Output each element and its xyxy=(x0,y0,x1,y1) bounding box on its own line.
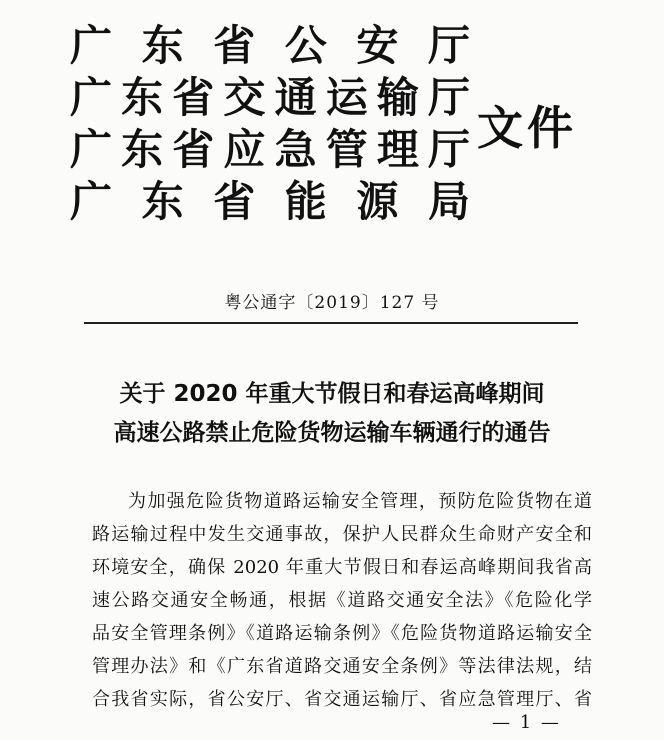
issuer-public-security: 广东省公安厅 xyxy=(70,21,470,70)
page-number: — 1 — xyxy=(492,712,561,733)
issuing-agencies xyxy=(70,20,470,228)
header-divider xyxy=(84,322,578,324)
issuer-emergency-management: 广东省应急管理厅 xyxy=(70,125,470,174)
body-line: 为加强危险货物道路运输安全管理，预防危险货物在道 xyxy=(128,491,592,512)
document-number: 粤公通字〔2019〕127 号 xyxy=(224,293,440,313)
body-line: 路运输过程中发生交通事故，保护人民群众生命财产安全和 xyxy=(92,524,592,545)
body-line: 环境安全，确保 2020 年重大节假日和春运高峰期间我省高 xyxy=(92,557,592,578)
issuer-transport: 广东省交通运输厅 xyxy=(70,73,470,122)
body-line: 品安全管理条例》《道路运输条例》《危险货物道路运输安全 xyxy=(92,623,592,644)
notice-title-line-1: 关于 2020 年重大节假日和春运高峰期间 xyxy=(119,381,545,407)
body-line: 合我省实际，省公安厅、省交通运输厅、省应急管理厅、省 xyxy=(92,689,592,710)
body-line: 管理办法》和《广东省道路交通安全条例》等法律法规，结 xyxy=(92,656,592,677)
body-line: 速公路交通安全畅通，根据《道路交通安全法》《危险化学 xyxy=(92,590,592,611)
notice-title-line-2: 高速公路禁止危险货物运输车辆通行的通告 xyxy=(113,420,551,446)
issuer-energy-bureau: 广东省能源局 xyxy=(70,177,470,226)
document-suffix: 文件 xyxy=(477,101,577,155)
